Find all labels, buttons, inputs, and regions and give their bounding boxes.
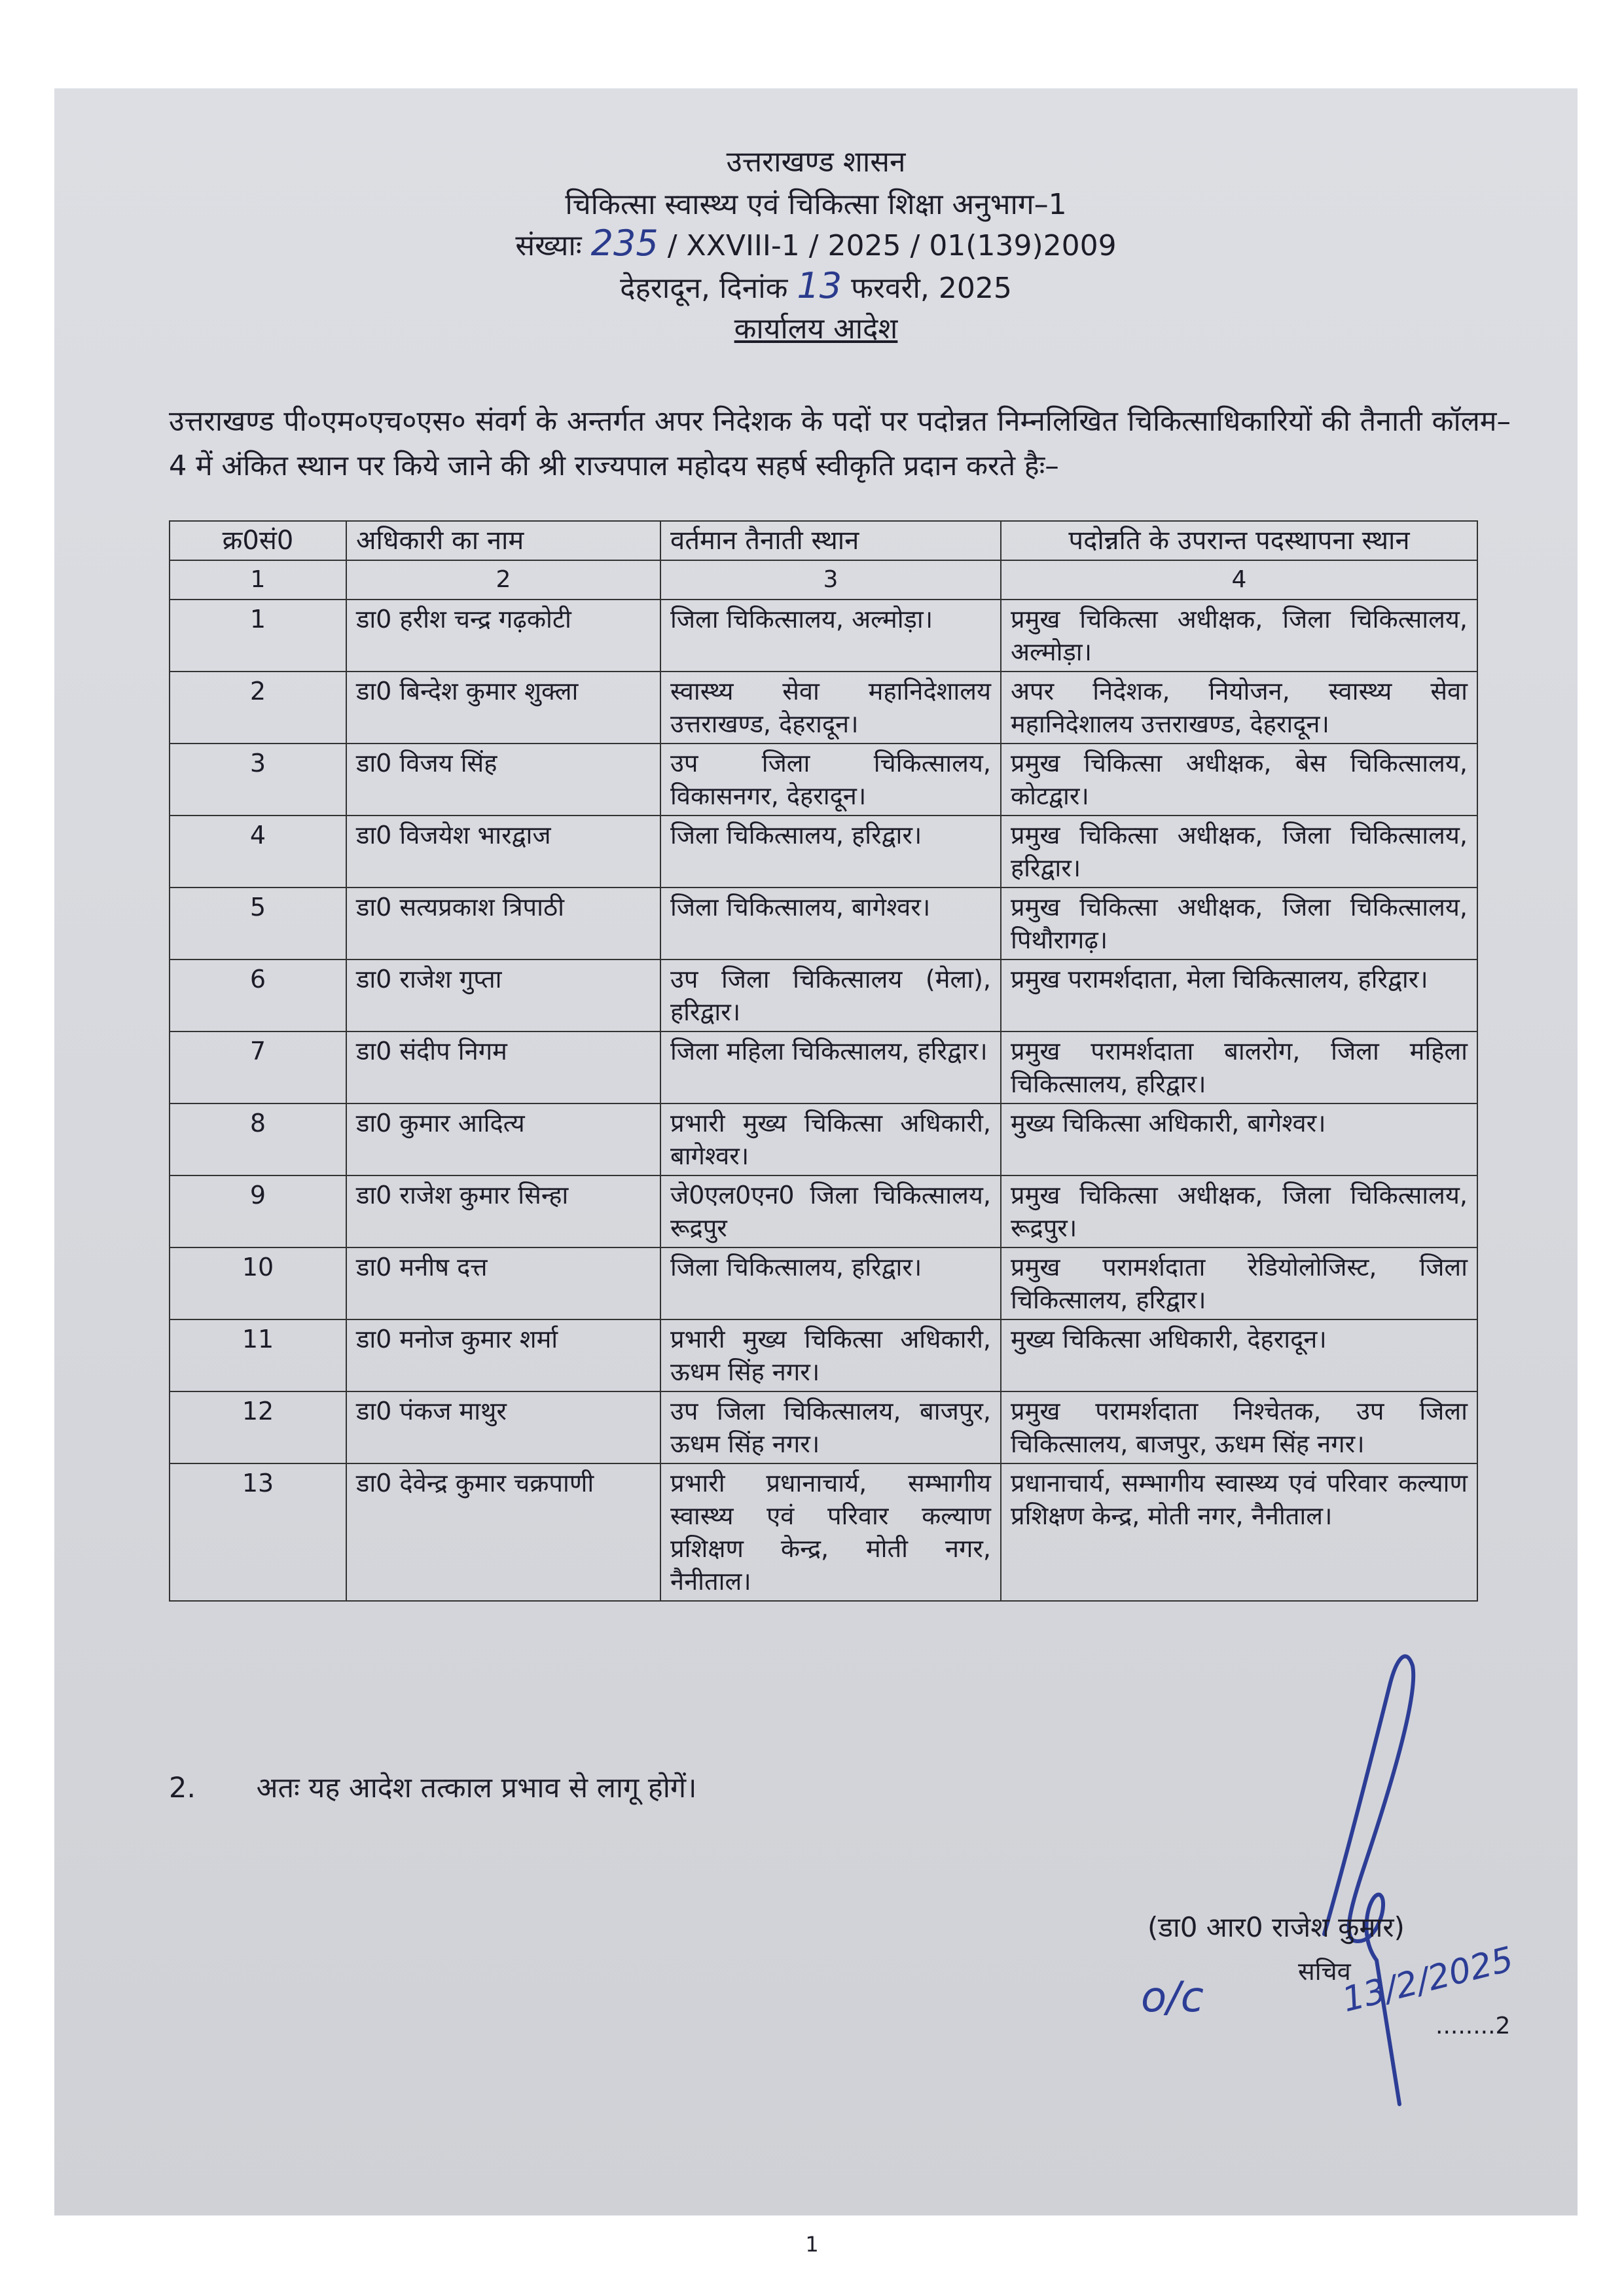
new-posting-cell: प्रमुख परामर्शदाता बालरोग, जिला महिला चिकित्सालय, हरिद्वार। (1001, 1031, 1477, 1103)
signature-stroke (1324, 1657, 1413, 2104)
place-date-prefix: देहरादून, दिनांक (620, 272, 788, 305)
officer-name-cell: डा0 विजय सिंह (346, 744, 660, 816)
current-posting-cell: जे0एल0एन0 जिला चिकित्सालय, रूद्रपुर (660, 1175, 1001, 1247)
date-suffix: फरवरी, 2025 (851, 272, 1012, 305)
serial-cell: 6 (170, 960, 346, 1031)
officer-name-cell: डा0 हरीश चन्द्र गढ़कोटी (346, 600, 660, 672)
table-row (170, 1463, 1477, 1601)
table-row (170, 816, 1477, 888)
serial-cell: 8 (170, 1103, 346, 1175)
new-posting-cell: मुख्य चिकित्सा अधिकारी, बागेश्वर। (1001, 1103, 1477, 1175)
signature (1265, 1594, 1514, 2144)
header-current-posting: वर्तमान तैनाती स्थान (660, 521, 1001, 560)
serial-cell: 3 (170, 744, 346, 816)
column-number-row (170, 560, 1477, 600)
scanned-page (54, 88, 1578, 2215)
handwritten-date: 13/2/2025 (1338, 1939, 1517, 2020)
number-reference: / XXVIII-1 / 2025 / 01(139)2009 (667, 229, 1117, 262)
table-row (170, 1031, 1477, 1103)
column-number: 1 (170, 560, 346, 600)
new-posting-cell: अपर निदेशक, नियोजन, स्वास्थ्य सेवा महानिदेशालय उत्तराखण्ड, देहरादून। (1001, 672, 1477, 744)
header-new-posting: पदोन्नति के उपरान्त पदस्थापना स्थान (1001, 521, 1477, 560)
table-row (170, 744, 1477, 816)
officer-name-cell: डा0 मनोज कुमार शर्मा (346, 1319, 660, 1391)
officer-name-cell: डा0 राजेश कुमार सिन्हा (346, 1175, 660, 1247)
table-row (170, 1175, 1477, 1247)
current-posting-cell: उप जिला चिकित्सालय, बाजपुर, ऊधम सिंह नगर। (660, 1391, 1001, 1463)
serial-cell: 9 (170, 1175, 346, 1247)
current-posting-cell: प्रभारी प्रधानाचार्य, सम्भागीय स्वास्थ्य एवं परिवार कल्याण प्रशिक्षण केन्द्र, मोती नगर, नैनीताल। (660, 1463, 1001, 1601)
new-posting-cell: प्रमुख चिकित्सा अधीक्षक, जिला चिकित्सालय, पिथौरागढ़। (1001, 888, 1477, 960)
para-text: अतः यह आदेश तत्काल प्रभाव से लागू होगें। (256, 1772, 697, 1804)
current-posting-cell: जिला चिकित्सालय, बागेश्वर। (660, 888, 1001, 960)
current-posting-cell: प्रभारी मुख्य चिकित्सा अधिकारी, ऊधम सिंह नगर। (660, 1319, 1001, 1391)
table-row (170, 1103, 1477, 1175)
current-posting-cell: जिला महिला चिकित्सालय, हरिद्वार। (660, 1031, 1001, 1103)
table-row (170, 600, 1477, 672)
header-serial: क्र0सं0 (170, 521, 346, 560)
table-row (170, 1319, 1477, 1391)
continued-marker: ........2 (1435, 2013, 1511, 2039)
new-posting-cell: मुख्य चिकित्सा अधिकारी, देहरादून। (1001, 1319, 1477, 1391)
current-posting-cell: प्रभारी मुख्य चिकित्सा अधिकारी, बागेश्वर। (660, 1103, 1001, 1175)
place-date (54, 265, 1578, 306)
serial-cell: 1 (170, 600, 346, 672)
signatory-name: (डा0 आर0 राजेश कुमार) (1147, 1911, 1405, 1943)
department-line: चिकित्सा स्वास्थ्य एवं चिकित्सा शिक्षा अनुभाग–1 (565, 188, 1067, 221)
para-number: 2. (169, 1772, 196, 1804)
current-posting-cell: जिला चिकित्सालय, अल्मोड़ा। (660, 600, 1001, 672)
current-posting-cell: जिला चिकित्सालय, हरिद्वार। (660, 1247, 1001, 1319)
signatory-designation: सचिव (1298, 1957, 1351, 1986)
serial-cell: 10 (170, 1247, 346, 1319)
column-number: 3 (660, 560, 1001, 600)
officer-name-cell: डा0 सत्यप्रकाश त्रिपाठी (346, 888, 660, 960)
order-number (54, 223, 1578, 264)
new-posting-cell: प्रमुख चिकित्सा अधीक्षक, जिला चिकित्सालय, अल्मोड़ा। (1001, 600, 1477, 672)
number-label: संख्याः (515, 229, 582, 262)
closing-paragraph (169, 1767, 696, 1806)
officer-name-cell: डा0 मनीष दत्त (346, 1247, 660, 1319)
new-posting-cell: प्रमुख परामर्शदाता रेडियोलोजिस्ट, जिला चिकित्सालय, हरिद्वार। (1001, 1247, 1477, 1319)
new-posting-cell: प्रमुख चिकित्सा अधीक्षक, बेस चिकित्सालय, कोटद्वार। (1001, 744, 1477, 816)
document-title: कार्यालय आदेश (734, 312, 898, 346)
current-posting-cell: जिला चिकित्सालय, हरिद्वार। (660, 816, 1001, 888)
officer-name-cell: डा0 देवेन्द्र कुमार चक्रपाणी (346, 1463, 660, 1601)
current-posting-cell: उप जिला चिकित्सालय, विकासनगर, देहरादून। (660, 744, 1001, 816)
handwritten-day: 13 (797, 265, 842, 306)
govt-header: उत्तराखण्ड शासन (726, 145, 906, 179)
serial-cell: 12 (170, 1391, 346, 1463)
page-number: 1 (805, 2232, 819, 2257)
serial-cell: 7 (170, 1031, 346, 1103)
new-posting-cell: प्रमुख चिकित्सा अधीक्षक, जिला चिकित्सालय, हरिद्वार। (1001, 816, 1477, 888)
current-posting-cell: उप जिला चिकित्सालय (मेला), हरिद्वार। (660, 960, 1001, 1031)
new-posting-cell: प्रधानाचार्य, सम्भागीय स्वास्थ्य एवं परिवार कल्याण प्रशिक्षण केन्द्र, मोती नगर, नैनीताल। (1001, 1463, 1477, 1601)
header-officer-name: अधिकारी का नाम (346, 521, 660, 560)
table-header-row (170, 521, 1477, 560)
current-posting-cell: स्वास्थ्य सेवा महानिदेशालय उत्तराखण्ड, देहरादून। (660, 672, 1001, 744)
posting-table (169, 520, 1478, 1602)
handwritten-number: 235 (590, 223, 659, 264)
table-row (170, 960, 1477, 1031)
officer-name-cell: डा0 कुमार आदित्य (346, 1103, 660, 1175)
table-row (170, 888, 1477, 960)
handwritten-note: o/c (1141, 1973, 1204, 2022)
intro-paragraph: उत्तराखण्ड पी०एम०एच०एस० संवर्ग के अन्तर्गत अपर निदेशक के पदों पर पदोन्नत निम्नलिखित चिकित्साधिकारियों की तैनाती कॉलम–4 में अंकित स्थान पर किये जाने की श्री राज्यपाल महोदय सहर्ष स्वीकृति प्रदान करते हैः– (169, 405, 1511, 482)
officer-name-cell: डा0 पंकज माथुर (346, 1391, 660, 1463)
officer-name-cell: डा0 संदीप निगम (346, 1031, 660, 1103)
column-number: 2 (346, 560, 660, 600)
officer-name-cell: डा0 बिन्देश कुमार शुक्ला (346, 672, 660, 744)
table-row (170, 672, 1477, 744)
column-number: 4 (1001, 560, 1477, 600)
table-row (170, 1247, 1477, 1319)
officer-name-cell: डा0 राजेश गुप्ता (346, 960, 660, 1031)
new-posting-cell: प्रमुख चिकित्सा अधीक्षक, जिला चिकित्सालय, रूद्रपुर। (1001, 1175, 1477, 1247)
serial-cell: 13 (170, 1463, 346, 1601)
new-posting-cell: प्रमुख परामर्शदाता निश्चेतक, उप जिला चिकित्सालय, बाजपुर, ऊधम सिंह नगर। (1001, 1391, 1477, 1463)
table-row (170, 1391, 1477, 1463)
serial-cell: 5 (170, 888, 346, 960)
serial-cell: 11 (170, 1319, 346, 1391)
officer-name-cell: डा0 विजयेश भारद्वाज (346, 816, 660, 888)
serial-cell: 4 (170, 816, 346, 888)
new-posting-cell: प्रमुख परामर्शदाता, मेला चिकित्सालय, हरिद्वार। (1001, 960, 1477, 1031)
serial-cell: 2 (170, 672, 346, 744)
